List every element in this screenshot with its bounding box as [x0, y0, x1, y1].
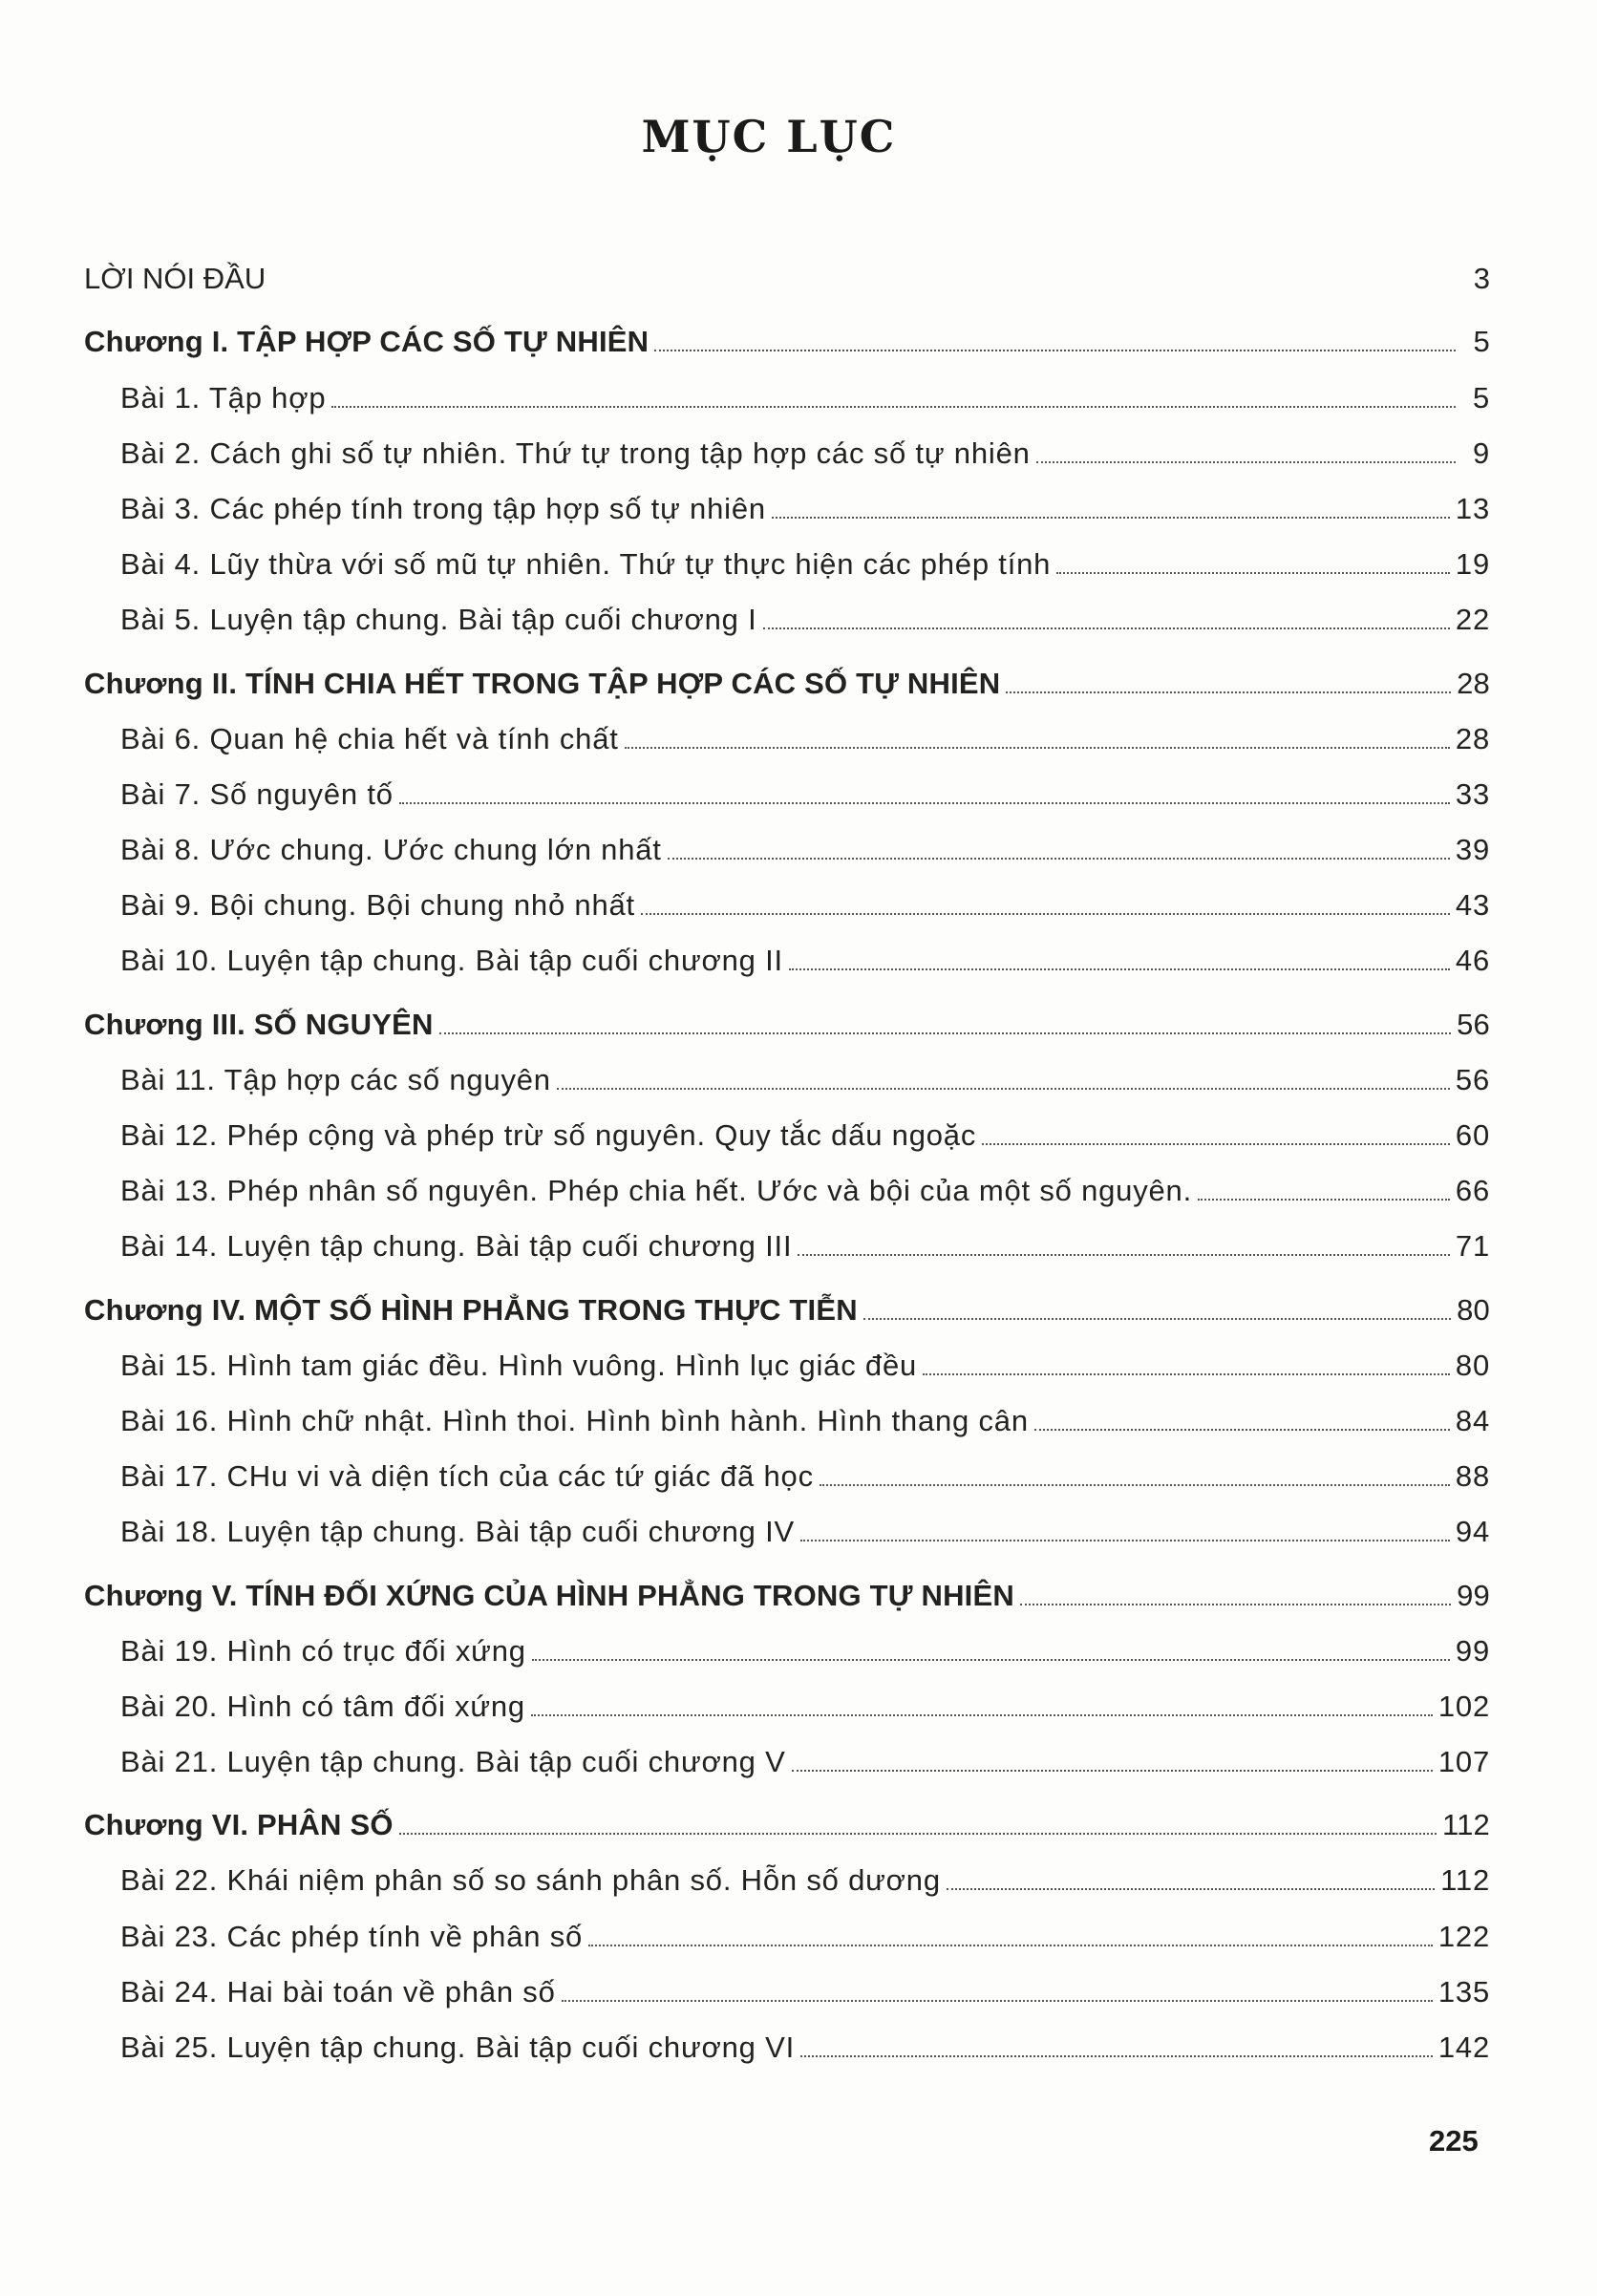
table-of-contents	[84, 246, 1490, 2071]
toc-entry-label: Bài 17. CHu vi và diện tích của các tứ giác đã học	[120, 1459, 814, 1494]
dot-leader	[1036, 461, 1456, 463]
toc-entry-label: Bài 6. Quan hệ chia hết và tính chất	[120, 721, 619, 755]
dot-leader	[1006, 691, 1451, 693]
dot-leader	[399, 802, 1450, 804]
toc-entry-page: 80	[1457, 1292, 1490, 1327]
toc-entry-label: LỜI NÓI ĐẦU	[84, 262, 266, 296]
toc-entry-label: Bài 8. Ước chung. Ước chung lớn nhất	[120, 833, 662, 867]
toc-entry-label: Bài 2. Cách ghi số tự nhiên. Thứ tự trong tập hợp các số tự nhiên	[120, 436, 1031, 470]
dot-leader	[923, 1373, 1450, 1375]
dot-leader	[625, 747, 1450, 749]
dot-leader	[331, 406, 1456, 408]
dot-leader	[641, 913, 1450, 915]
toc-lesson-entry	[84, 421, 1490, 477]
toc-lesson-entry	[84, 2015, 1490, 2071]
toc-entry-page: 46	[1455, 944, 1490, 978]
dot-leader	[654, 350, 1456, 351]
toc-entry-label: Bài 20. Hình có tâm đối xứng	[120, 1689, 525, 1723]
toc-lesson-entry	[84, 532, 1490, 587]
dot-leader	[982, 1143, 1450, 1145]
dot-leader	[562, 2000, 1433, 2002]
toc-entry-label: Bài 9. Bội chung. Bội chung nhỏ nhất	[120, 888, 635, 923]
dot-leader	[863, 1318, 1451, 1320]
toc-entry-label: Bài 13. Phép nhân số nguyên. Phép chia hết. Ước và bội của một số nguyên.	[120, 1174, 1193, 1208]
dot-leader	[439, 1032, 1452, 1034]
toc-entry-page: 28	[1455, 721, 1490, 755]
dot-leader	[772, 517, 1450, 519]
toc-lesson-entry	[84, 1499, 1490, 1555]
dot-leader	[399, 1833, 1437, 1835]
toc-entry-page: 135	[1437, 1974, 1490, 2009]
toc-entry-page: 3	[1473, 262, 1490, 296]
toc-lesson-entry	[84, 873, 1490, 928]
toc-entry-label: Chương V. TÍNH ĐỐI XỨNG CỦA HÌNH PHẲNG TRONG TỰ NHIÊN	[84, 1578, 1014, 1612]
toc-entry-page: 9	[1472, 436, 1490, 470]
toc-entry-page: 102	[1437, 1689, 1490, 1723]
toc-lesson-entry	[84, 762, 1490, 818]
toc-entry-page: 33	[1455, 776, 1490, 811]
toc-entry-label: Bài 5. Luyện tập chung. Bài tập cuối chương I	[120, 603, 757, 637]
toc-entry-label: Bài 10. Luyện tập chung. Bài tập cuối chương II	[120, 944, 783, 978]
dot-leader	[800, 1540, 1450, 1541]
toc-entry-page: 94	[1455, 1515, 1490, 1549]
toc-entry-page: 28	[1457, 666, 1490, 700]
toc-entry-label: Bài 19. Hình có trục đối xứng	[120, 1633, 526, 1668]
toc-lesson-entry	[84, 1159, 1490, 1214]
toc-entry-label: Chương II. TÍNH CHIA HẾT TRONG TẬP HỢP CÁC SỐ TỰ NHIÊN	[84, 666, 1001, 700]
toc-entry-page: 71	[1455, 1229, 1490, 1264]
toc-entry-label: Bài 14. Luyện tập chung. Bài tập cuối chương III	[120, 1229, 793, 1264]
toc-entry-page: 56	[1455, 1062, 1490, 1096]
toc-lesson-entry	[84, 365, 1490, 420]
toc-entry-label: Bài 22. Khái niệm phân số so sánh phân số. Hỗn số dương	[120, 1863, 941, 1898]
toc-entry-page: 22	[1455, 603, 1490, 637]
toc-lesson-entry	[84, 1960, 1490, 2015]
toc-lesson-entry	[84, 1214, 1490, 1269]
toc-lesson-entry	[84, 1848, 1490, 1903]
toc-chapter-entry	[84, 1563, 1490, 1618]
toc-entry-label: Bài 16. Hình chữ nhật. Hình thoi. Hình bình hành. Hình thang cân	[120, 1403, 1029, 1437]
dot-leader	[820, 1484, 1450, 1486]
toc-entry-label: Chương IV. MỘT SỐ HÌNH PHẲNG TRONG THỰC TIỄN	[84, 1292, 858, 1327]
dot-leader	[1198, 1199, 1450, 1201]
toc-entry-page: 5	[1473, 325, 1490, 359]
toc-entry-page: 107	[1437, 1745, 1490, 1779]
dot-leader	[531, 1714, 1433, 1716]
toc-entry-label: Bài 18. Luyện tập chung. Bài tập cuối chương IV	[120, 1515, 796, 1549]
toc-entry-page: 88	[1455, 1459, 1490, 1494]
toc-entry-page: 5	[1472, 380, 1490, 415]
toc-lesson-entry	[84, 1389, 1490, 1444]
toc-entry-label: Bài 7. Số nguyên tố	[120, 776, 394, 811]
toc-entry-label: Chương VI. PHÂN SỐ	[84, 1808, 394, 1842]
toc-entry-label: Bài 4. Lũy thừa với số mũ tự nhiên. Thứ tự thực hiện các phép tính	[120, 547, 1052, 582]
toc-entry-label: Bài 23. Các phép tính về phân số	[120, 1919, 584, 1953]
toc-lesson-entry	[84, 1048, 1490, 1103]
toc-lesson-entry	[84, 477, 1490, 532]
page-number: 225	[1429, 2124, 1479, 2158]
toc-entry-page: 112	[1441, 1808, 1490, 1842]
toc-entry-label: Bài 1. Tập hợp	[120, 380, 327, 415]
dot-leader	[557, 1088, 1450, 1090]
toc-lesson-entry	[84, 1903, 1490, 1959]
dot-leader	[947, 1888, 1435, 1890]
toc-entry-page: 56	[1457, 1007, 1490, 1041]
dot-leader	[763, 627, 1450, 629]
toc-chapter-entry	[84, 309, 1490, 365]
toc-chapter-entry	[84, 1793, 1490, 1848]
toc-lesson-entry	[84, 1333, 1490, 1389]
toc-entry-page: 122	[1437, 1919, 1490, 1953]
toc-lesson-entry	[84, 1619, 1490, 1674]
toc-entry-page: 60	[1455, 1118, 1490, 1152]
toc-lesson-entry	[84, 818, 1490, 873]
page-title: MỤC LỤC	[641, 111, 897, 162]
dot-leader	[1056, 572, 1450, 574]
toc-entry-page: 99	[1457, 1578, 1490, 1612]
toc-entry-label: Chương III. SỐ NGUYÊN	[84, 1007, 434, 1041]
dot-leader	[792, 1770, 1433, 1772]
toc-chapter-entry	[84, 650, 1490, 706]
dot-leader	[1020, 1604, 1451, 1605]
toc-entry-page: 39	[1455, 833, 1490, 867]
toc-entry-label: Bài 3. Các phép tính trong tập hợp số tự nhiên	[120, 491, 766, 525]
toc-entry-page: 66	[1455, 1174, 1490, 1208]
toc-entry-page: 142	[1437, 2030, 1490, 2064]
dot-leader	[1034, 1429, 1450, 1431]
toc-entry-page: 43	[1455, 888, 1490, 923]
toc-entry-label: Bài 21. Luyện tập chung. Bài tập cuối chương V	[120, 1745, 786, 1779]
toc-chapter-entry	[84, 991, 1490, 1047]
toc-lesson-entry	[84, 1730, 1490, 1785]
toc-lesson-entry	[84, 587, 1490, 643]
dot-leader	[800, 2055, 1433, 2057]
toc-entry-label: Bài 12. Phép cộng và phép trừ số nguyên. Quy tắc dấu ngoặc	[120, 1118, 977, 1152]
toc-lesson-entry	[84, 707, 1490, 762]
toc-entry-page: 13	[1455, 491, 1490, 525]
toc-lesson-entry	[84, 1444, 1490, 1499]
toc-entry-page: 112	[1440, 1863, 1490, 1898]
toc-entry-label: Bài 25. Luyện tập chung. Bài tập cuối chương VI	[120, 2030, 796, 2064]
dot-leader	[532, 1659, 1450, 1661]
toc-chapter-entry	[84, 1277, 1490, 1332]
dot-leader	[798, 1254, 1450, 1256]
dot-leader	[789, 968, 1450, 970]
toc-lesson-entry	[84, 1103, 1490, 1159]
toc-entry-label: Chương I. TẬP HỢP CÁC SỐ TỰ NHIÊN	[84, 325, 649, 359]
toc-lesson-entry	[84, 1674, 1490, 1730]
toc-lesson-entry	[84, 928, 1490, 984]
toc-entry-page: 99	[1455, 1633, 1490, 1668]
dot-leader	[588, 1945, 1433, 1946]
toc-entry-label: Bài 15. Hình tam giác đều. Hình vuông. Hình lục giác đều	[120, 1348, 918, 1382]
toc-entry-page: 80	[1455, 1348, 1490, 1382]
toc-entry-page: 19	[1455, 547, 1490, 582]
toc-entry-page: 84	[1455, 1403, 1490, 1437]
toc-entry-label: Bài 24. Hai bài toán về phân số	[120, 1974, 556, 2009]
dot-leader	[668, 858, 1450, 860]
toc-entry-label: Bài 11. Tập hợp các số nguyên	[120, 1062, 551, 1096]
toc-front-entry	[84, 246, 1490, 302]
